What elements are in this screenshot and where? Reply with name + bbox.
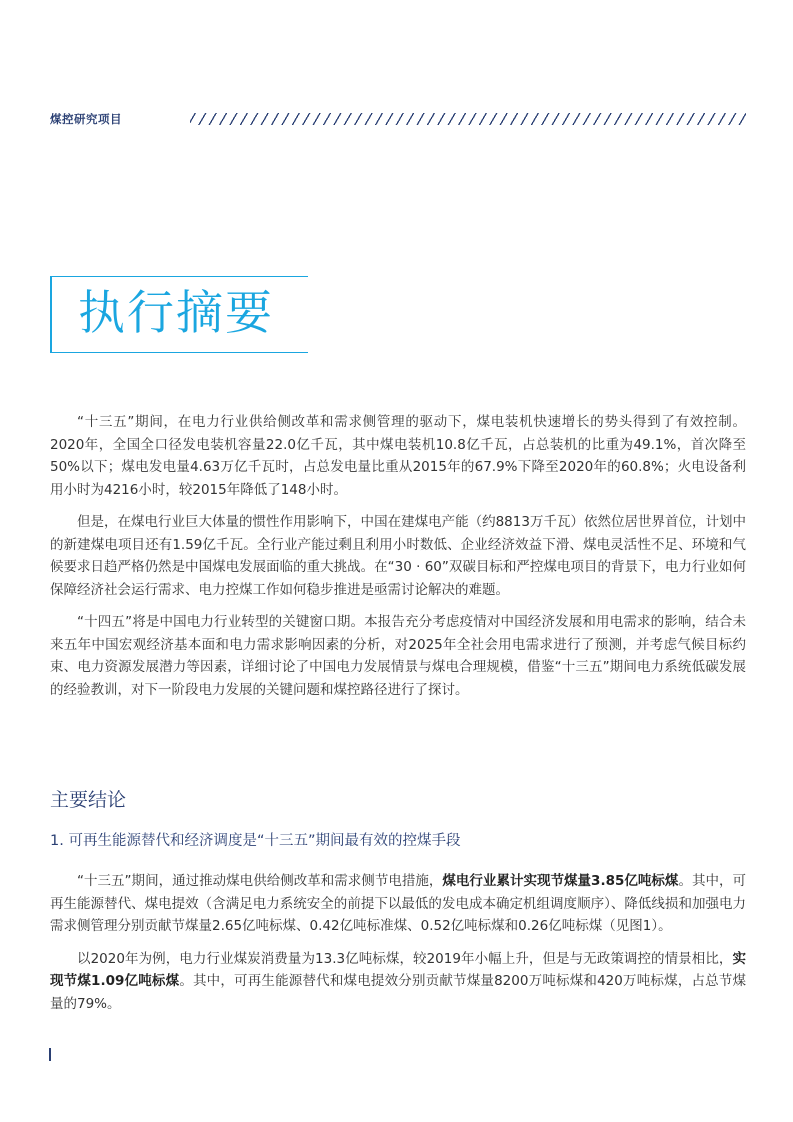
title-block xyxy=(50,276,308,354)
section-paragraph-2 xyxy=(50,948,746,1016)
title-bottom-rule xyxy=(50,352,308,353)
section-text xyxy=(50,870,746,1025)
running-header xyxy=(50,110,746,128)
section-paragraph-2-emphasis: 实现节煤1.09亿吨标煤 xyxy=(50,950,746,989)
intro-paragraph-1: “十三五”期间，在电力行业供给侧改革和需求侧管理的驱动下，煤电装机快速增长的势头得到了有效控制。2020年，全国全口径发电装机容量22.0亿千瓦，其中煤电装机10.8亿千瓦，占总装机的比重为49.1%，首次降至50%以下；煤电发电量4.63万亿千瓦时，占总发电量比重从2015年的67.9%下降至2020年的60.8%；火电设备利用小时为4216小时，较2015年降低了148小时。 xyxy=(50,414,746,498)
section-paragraph-2-part-b: 。其中，可再生能源替代和煤电提效分别贡献节煤量8200万吨标煤和420万吨标煤，占总节煤量的79%。 xyxy=(50,973,747,1012)
section-paragraph-2-part-a: 以2020年为例，电力行业煤炭消费量为13.3亿吨标煤，较2019年小幅上升，但是与无政策调控的情景相比， xyxy=(77,950,733,967)
intro-text xyxy=(50,411,746,711)
section-paragraph-1-emphasis: 煤电行业累计实现节煤量3.85亿吨标煤 xyxy=(442,873,679,889)
section-paragraph-1-part-a: “十三五”期间，通过推动煤电供给侧改革和需求侧节电措施， xyxy=(77,873,443,889)
header-stripe-decoration xyxy=(190,113,746,125)
intro-paragraph-2: 但是，在煤电行业巨大体量的惯性作用影响下，中国在建煤电产能（约8813万千瓦）依然位居世界首位，计划中的新建煤电项目还有1.59亿千瓦。全行业产能过剩且利用小时数低、企业经济效益下滑、煤电灵活性不足、环境和气候要求日趋严格仍然是中国煤电发展面临的重大挑战。在“30 · 60”双碳目标和严控煤电项目的背景下，电力行业如何保障经济社会运行需求、电力控煤工作如何稳步推进是亟需讨论解决的难题。 xyxy=(50,514,746,598)
page-title: 执行摘要 xyxy=(78,286,274,341)
title-top-rule xyxy=(50,276,308,277)
subsection-title: 1. 可再生能源替代和经济调度是“十三五”期间最有效的控煤手段 xyxy=(50,833,461,849)
section-paragraph-1 xyxy=(50,870,746,938)
intro-paragraph-3: “十四五”将是中国电力行业转型的关键窗口期。本报告充分考虑疫情对中国经济发展和用电需求的影响，结合未来五年中国宏观经济基本面和电力需求影响因素的分析，对2025年全社会用电需求进行了预测，并考虑气候目标约束、电力资源发展潜力等因素，详细讨论了中国电力发展情景与煤电合理规模，借鉴“十三五”期间电力系统低碳发展的经验教训，对下一阶段电力发展的关键问题和煤控路径进行了探讨。 xyxy=(50,614,746,698)
header-label: 煤控研究项目 xyxy=(50,112,122,126)
page-marker xyxy=(49,1048,51,1061)
section-title: 主要结论 xyxy=(50,789,127,811)
title-side-bar xyxy=(50,276,52,353)
section-paragraph-1-part-b: 。其中，可再生能源替代、煤电提效（含满足电力系统安全的前提下以最低的发电成本确定机组调度顺序）、降低线损和加强电力需求侧管理分别贡献节煤量2.65亿吨标煤、0.42亿吨标准煤、0.52亿吨标煤和0.26亿吨标煤（见图1）。 xyxy=(50,873,746,934)
